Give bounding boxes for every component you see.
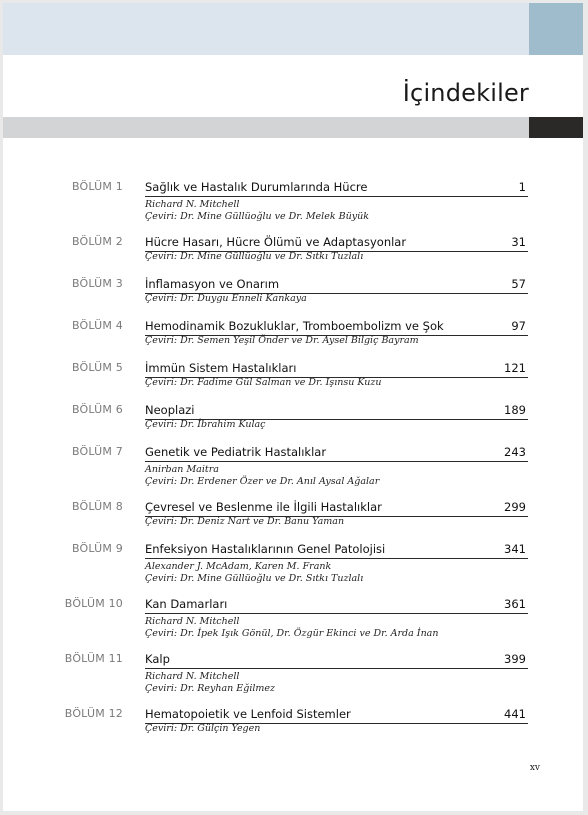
chapter-title-row bbox=[145, 542, 528, 559]
chapter-authors: Richard N. Mitchell bbox=[145, 616, 240, 627]
chapter-translators: Çeviri: Dr. Mine Güllüoğlu ve Dr. Sıtkı Tuzlalı bbox=[145, 573, 364, 584]
chapter-title-row bbox=[145, 235, 528, 252]
chapter-title[interactable]: İnflamasyon ve Onarım bbox=[145, 277, 280, 291]
chapter-number: BÖLÜM 1 bbox=[71, 180, 123, 193]
chapter-title[interactable]: Genetik ve Pediatrik Hastalıklar bbox=[145, 445, 327, 459]
chapter-page-number: 341 bbox=[504, 542, 526, 556]
chapter-authors: Anirban Maitra bbox=[145, 464, 219, 475]
chapter-title[interactable]: Hematopoietik ve Lenfoid Sistemler bbox=[145, 707, 351, 721]
chapter-title[interactable]: Hücre Hasarı, Hücre Ölümü ve Adaptasyonlar bbox=[145, 235, 407, 249]
chapter-authors: Alexander J. McAdam, Karen M. Frank bbox=[145, 561, 332, 572]
chapter-translators: Çeviri: Dr. Deniz Nart ve Dr. Banu Yaman bbox=[145, 516, 345, 527]
chapter-number: BÖLÜM 6 bbox=[71, 403, 123, 416]
chapter-title-row bbox=[145, 361, 528, 378]
chapter-translators: Çeviri: Dr. Semen Yeşil Önder ve Dr. Aysel Bilgiç Bayram bbox=[145, 335, 419, 346]
header-band bbox=[3, 3, 529, 55]
chapter-page-number: 243 bbox=[504, 445, 526, 459]
page-number: xv bbox=[529, 763, 540, 773]
chapter-translators: Çeviri: Dr. Reyhan Eğilmez bbox=[145, 683, 276, 694]
chapter-number: BÖLÜM 7 bbox=[71, 445, 123, 458]
chapter-translators: Çeviri: Dr. Erdener Özer ve Dr. Anıl Aysal Ağalar bbox=[145, 476, 380, 487]
chapter-translators: Çeviri: Dr. İpek Işık Gönül, Dr. Özgür Ekinci ve Dr. Arda İnan bbox=[145, 628, 439, 639]
chapter-number: BÖLÜM 2 bbox=[71, 235, 123, 248]
chapter-page-number: 121 bbox=[504, 361, 526, 375]
chapter-number: BÖLÜM 10 bbox=[64, 597, 123, 610]
chapter-number: BÖLÜM 5 bbox=[71, 361, 123, 374]
chapter-authors: Richard N. Mitchell bbox=[145, 671, 240, 682]
chapter-number: BÖLÜM 3 bbox=[71, 277, 123, 290]
chapter-translators: Çeviri: Dr. İbrahim Kulaç bbox=[145, 419, 266, 430]
chapter-title-row bbox=[145, 597, 528, 614]
chapter-number: BÖLÜM 8 bbox=[71, 500, 123, 513]
chapter-number: BÖLÜM 9 bbox=[71, 542, 123, 555]
chapter-page-number: 361 bbox=[504, 597, 526, 611]
chapter-title[interactable]: Hemodinamik Bozukluklar, Tromboembolizm ve Şok bbox=[145, 319, 444, 333]
chapter-translators: Çeviri: Dr. Gülçin Yegen bbox=[145, 723, 261, 734]
chapter-title[interactable]: İmmün Sistem Hastalıkları bbox=[145, 361, 297, 375]
chapter-translators: Çeviri: Dr. Mine Güllüoğlu ve Dr. Sıtkı Tuzlalı bbox=[145, 251, 364, 262]
chapter-title-row bbox=[145, 445, 528, 462]
chapter-title-row bbox=[145, 652, 528, 669]
chapter-title[interactable]: Sağlık ve Hastalık Durumlarında Hücre bbox=[145, 180, 368, 194]
chapter-title[interactable]: Çevresel ve Beslenme ile İlgili Hastalıklar bbox=[145, 500, 382, 514]
chapter-title-row bbox=[145, 180, 528, 197]
chapter-page-number: 57 bbox=[511, 277, 526, 291]
chapter-page-number: 31 bbox=[511, 235, 526, 249]
chapter-page-number: 399 bbox=[504, 652, 526, 666]
chapter-number: BÖLÜM 12 bbox=[64, 707, 123, 720]
chapter-page-number: 189 bbox=[504, 403, 526, 417]
chapter-page-number: 97 bbox=[511, 319, 526, 333]
chapter-number: BÖLÜM 4 bbox=[71, 319, 123, 332]
chapter-title[interactable]: Kan Damarları bbox=[145, 597, 228, 611]
chapter-page-number: 441 bbox=[504, 707, 526, 721]
chapter-title-row bbox=[145, 319, 528, 336]
chapter-translators: Çeviri: Dr. Duygu Enneli Kankaya bbox=[145, 293, 307, 304]
chapter-page-number: 1 bbox=[518, 180, 526, 194]
chapter-title-row bbox=[145, 403, 528, 420]
page-title: İçindekiler bbox=[402, 79, 529, 107]
title-accent-block bbox=[529, 117, 583, 138]
chapter-translators: Çeviri: Dr. Fadime Gül Salman ve Dr. Işınsu Kuzu bbox=[145, 377, 382, 388]
chapter-title-row bbox=[145, 277, 528, 294]
chapter-title-row bbox=[145, 500, 528, 517]
chapter-title[interactable]: Enfeksiyon Hastalıklarının Genel Patolojisi bbox=[145, 542, 386, 556]
header-accent-block bbox=[529, 3, 583, 55]
chapter-title[interactable]: Neoplazi bbox=[145, 403, 195, 417]
chapter-title[interactable]: Kalp bbox=[145, 652, 170, 666]
chapter-title-row bbox=[145, 707, 528, 724]
chapter-authors: Richard N. Mitchell bbox=[145, 199, 240, 210]
chapter-number: BÖLÜM 11 bbox=[64, 652, 123, 665]
chapter-page-number: 299 bbox=[504, 500, 526, 514]
document-page bbox=[3, 3, 583, 811]
chapter-translators: Çeviri: Dr. Mine Güllüoğlu ve Dr. Melek Büyük bbox=[145, 211, 369, 222]
title-underline-band bbox=[3, 117, 529, 138]
